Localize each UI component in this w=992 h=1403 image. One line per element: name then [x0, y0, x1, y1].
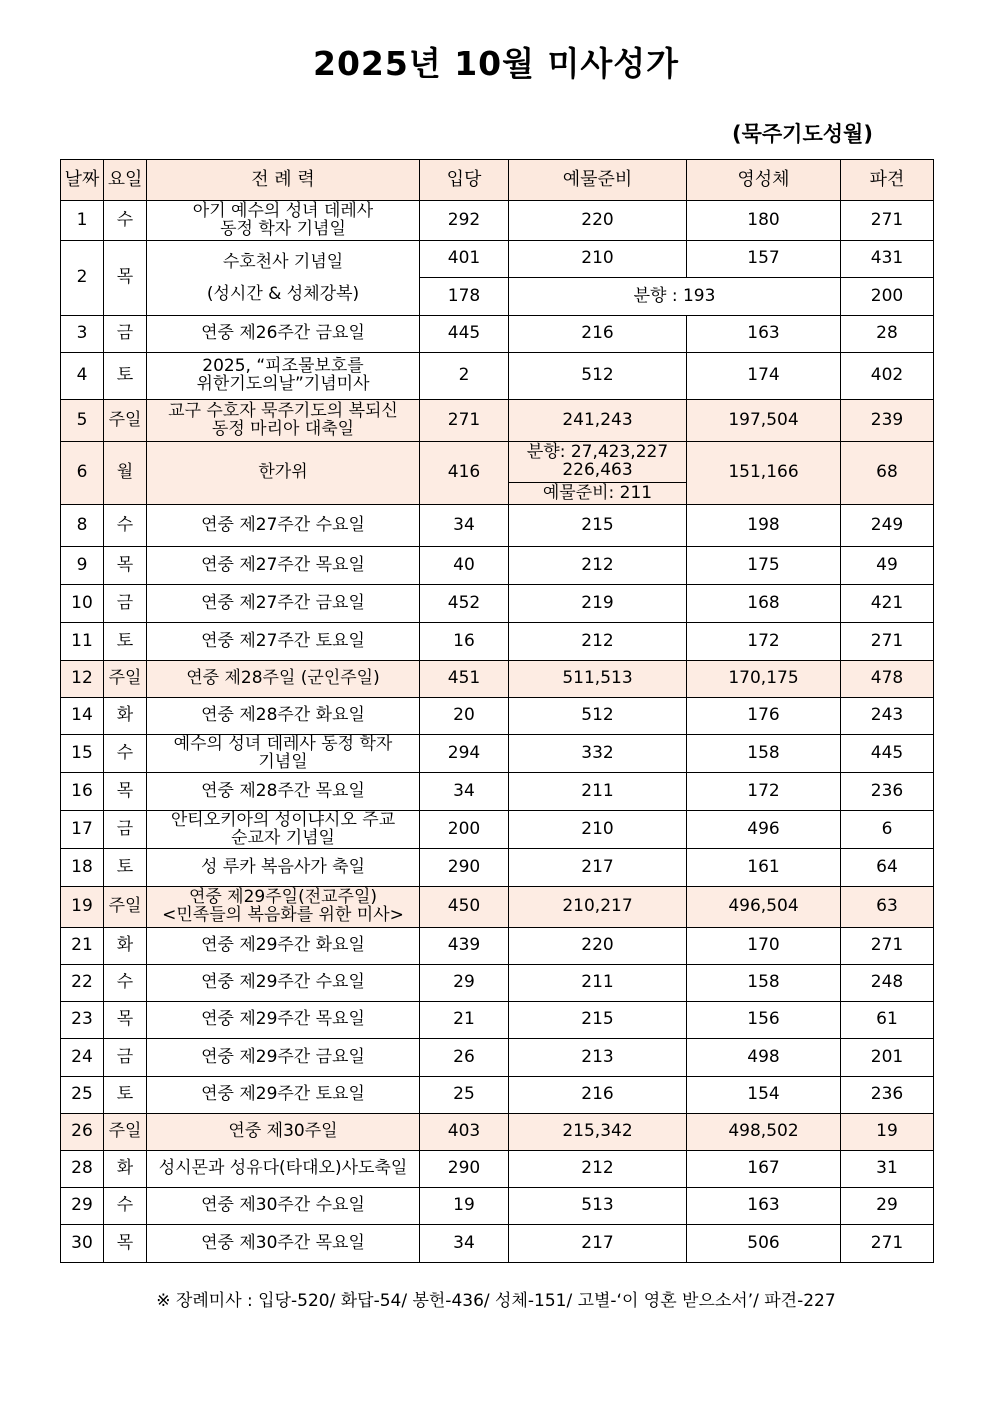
cell-offertory: 212	[509, 547, 687, 585]
cell-entrance: 26	[420, 1039, 509, 1077]
cell-entrance: 19	[420, 1188, 509, 1225]
cell-day: 토	[104, 1077, 147, 1114]
cell-liturgy	[147, 201, 420, 241]
table-row	[61, 698, 934, 735]
cell-offertory: 241,243	[509, 400, 687, 442]
liturgy-line: 연중 제27주간 금요일	[201, 592, 365, 613]
table-row	[61, 773, 934, 811]
cell-liturgy	[147, 735, 420, 773]
cell-day: 수	[104, 965, 147, 1002]
cell-day: 금	[104, 1039, 147, 1077]
table-row	[61, 623, 934, 661]
cell-entrance: 16	[420, 623, 509, 661]
cell-offertory: 211	[509, 965, 687, 1002]
cell-offertory: 219	[509, 585, 687, 623]
cell-dismissal: 402	[841, 353, 934, 400]
cell-dismissal: 421	[841, 585, 934, 623]
cell-offertory: 212	[509, 623, 687, 661]
cell-liturgy	[147, 547, 420, 585]
liturgy-line: 교구 수호자 묵주기도의 복되신	[168, 400, 398, 421]
cell-dismissal: 271	[841, 623, 934, 661]
cell-dismissal: 63	[841, 887, 934, 928]
liturgy-line: 연중 제29주일(전교주일)	[188, 887, 378, 908]
cell-dismissal: 271	[841, 928, 934, 965]
cell-entrance: 445	[420, 316, 509, 353]
cell-day: 금	[104, 585, 147, 623]
cell-date: 19	[61, 887, 104, 928]
cell-day: 주일	[104, 1114, 147, 1151]
table-row	[61, 547, 934, 585]
cell-offertory: 210	[509, 811, 687, 849]
cell-day: 화	[104, 1151, 147, 1188]
cell-dismissal: 61	[841, 1002, 934, 1039]
cell-date: 29	[61, 1188, 104, 1225]
table-row	[61, 585, 934, 623]
cell-liturgy	[147, 965, 420, 1002]
cell-date: 18	[61, 849, 104, 887]
cell-communion: 176	[687, 698, 841, 735]
liturgy-line: 기념일	[258, 751, 308, 772]
liturgy-line: (성시간 & 성체강복)	[206, 284, 360, 304]
cell-day: 목	[104, 547, 147, 585]
liturgy-line: 연중 제30주일	[228, 1121, 338, 1142]
table-row	[61, 353, 934, 400]
cell-communion: 498	[687, 1039, 841, 1077]
cell-communion: 163	[687, 1188, 841, 1225]
cell-dismissal: 431	[841, 241, 934, 278]
table-row	[61, 442, 934, 483]
cell-date: 16	[61, 773, 104, 811]
cell-dismissal: 478	[841, 661, 934, 698]
liturgy-line: 연중 제29주간 화요일	[201, 935, 365, 956]
liturgy-line: 성 루카 복음사가 축일	[200, 856, 365, 877]
table-row	[61, 1114, 934, 1151]
cell-day: 토	[104, 849, 147, 887]
cell-day: 주일	[104, 400, 147, 442]
cell-dismissal: 6	[841, 811, 934, 849]
footnote: ※ 장례미사 : 입당-520/ 화답-54/ 봉헌-436/ 성체-151/ 고별-‘이 영혼 받으소서’/ 파견-227	[156, 1291, 836, 1311]
cell-entrance: 439	[420, 928, 509, 965]
cell-date: 3	[61, 316, 104, 353]
cell-date: 2	[61, 241, 104, 316]
cell-day: 수	[104, 201, 147, 241]
cell-entrance: 34	[420, 773, 509, 811]
table-row	[61, 1077, 934, 1114]
cell-dismissal: 249	[841, 505, 934, 547]
table-row	[61, 1225, 934, 1263]
cell-day: 토	[104, 353, 147, 400]
cell-communion: 175	[687, 547, 841, 585]
cell-liturgy	[147, 1077, 420, 1114]
liturgy-line: 연중 제30주간 목요일	[201, 1232, 365, 1253]
cell-offertory: 512	[509, 698, 687, 735]
cell-communion: 496	[687, 811, 841, 849]
cell-communion: 506	[687, 1225, 841, 1263]
liturgy-line: 2025, “피조물보호를	[202, 356, 364, 377]
cell-entrance: 34	[420, 505, 509, 547]
table-row	[61, 661, 934, 698]
header-dismissal: 파견	[841, 160, 934, 201]
liturgy-line: 연중 제27주간 수요일	[201, 514, 365, 535]
cell-communion: 167	[687, 1151, 841, 1188]
cell-communion: 151,166	[687, 442, 841, 505]
cell-communion: 154	[687, 1077, 841, 1114]
cell-date: 12	[61, 661, 104, 698]
cell-dismissal: 445	[841, 735, 934, 773]
cell-entrance: 178	[420, 278, 509, 316]
cell-communion: 180	[687, 201, 841, 241]
table-row	[61, 811, 934, 849]
cell-offertory: 215,342	[509, 1114, 687, 1151]
cell-entrance: 294	[420, 735, 509, 773]
cell-date: 28	[61, 1151, 104, 1188]
table-row	[61, 1039, 934, 1077]
table-row	[61, 965, 934, 1002]
cell-date: 24	[61, 1039, 104, 1077]
cell-liturgy	[147, 773, 420, 811]
cell-offertory: 512	[509, 353, 687, 400]
liturgy-line: 연중 제28주간 화요일	[201, 705, 365, 726]
cell-day: 수	[104, 505, 147, 547]
cell-day: 월	[104, 442, 147, 505]
cell-communion: 170,175	[687, 661, 841, 698]
cell-communion: 496,504	[687, 887, 841, 928]
cell-date: 23	[61, 1002, 104, 1039]
cell-entrance: 290	[420, 1151, 509, 1188]
cell-offertory: 220	[509, 928, 687, 965]
header-date: 날짜	[61, 160, 104, 201]
liturgy-line: 연중 제29주간 토요일	[201, 1084, 365, 1105]
liturgy-line: 순교자 기념일	[231, 827, 335, 848]
cell-offertory: 예물준비: 211	[509, 483, 687, 505]
cell-dismissal: 200	[841, 278, 934, 316]
header-entrance: 입당	[420, 160, 509, 201]
table-row	[61, 316, 934, 353]
cell-dismissal: 236	[841, 1077, 934, 1114]
cell-date: 14	[61, 698, 104, 735]
cell-day: 화	[104, 928, 147, 965]
cell-date: 4	[61, 353, 104, 400]
table-row	[61, 928, 934, 965]
table-row	[61, 849, 934, 887]
cell-date: 10	[61, 585, 104, 623]
cell-liturgy	[147, 1114, 420, 1151]
header-liturgy: 전 례 력	[147, 160, 420, 201]
cell-date: 26	[61, 1114, 104, 1151]
cell-communion: 156	[687, 1002, 841, 1039]
cell-date: 30	[61, 1225, 104, 1263]
cell-liturgy: 연중 제26주간 금요일	[147, 316, 420, 353]
cell-liturgy	[147, 1039, 420, 1077]
liturgy-line: 동정 마리아 대축일	[211, 418, 355, 439]
cell-liturgy	[147, 585, 420, 623]
cell-dismissal: 271	[841, 201, 934, 241]
page-subtitle: (묵주기도성월)	[732, 122, 873, 146]
liturgy-line: <민족들의 복음화를 위한 미사>	[162, 905, 404, 925]
cell-liturgy	[147, 887, 420, 928]
cell-communion: 158	[687, 735, 841, 773]
cell-entrance: 403	[420, 1114, 509, 1151]
cell-liturgy	[147, 1188, 420, 1225]
cell-offertory: 215	[509, 1002, 687, 1039]
table-row	[61, 1188, 934, 1225]
cell-liturgy	[147, 1225, 420, 1263]
cell-entrance: 290	[420, 849, 509, 887]
header-offertory: 예물준비	[509, 160, 687, 201]
cell-dismissal: 49	[841, 547, 934, 585]
cell-incense: 분향 : 193	[509, 278, 841, 316]
cell-offertory: 217	[509, 1225, 687, 1263]
cell-entrance: 20	[420, 698, 509, 735]
liturgy-line: 연중 제27주간 목요일	[201, 554, 365, 575]
cell-dismissal: 271	[841, 1225, 934, 1263]
cell-communion: 163	[687, 316, 841, 353]
cell-offertory: 220	[509, 201, 687, 241]
cell-communion: 172	[687, 623, 841, 661]
cell-liturgy	[147, 661, 420, 698]
cell-dismissal: 29	[841, 1188, 934, 1225]
cell-liturgy	[147, 698, 420, 735]
cell-communion: 197,504	[687, 400, 841, 442]
cell-liturgy	[147, 241, 420, 316]
cell-date: 17	[61, 811, 104, 849]
cell-entrance: 271	[420, 400, 509, 442]
cell-entrance: 452	[420, 585, 509, 623]
table-row	[61, 1151, 934, 1188]
cell-entrance: 2	[420, 353, 509, 400]
liturgy-line: 연중 제30주간 수요일	[201, 1195, 365, 1216]
cell-entrance: 25	[420, 1077, 509, 1114]
cell-offertory: 332	[509, 735, 687, 773]
cell-communion: 174	[687, 353, 841, 400]
table-row	[61, 1002, 934, 1039]
hymn-table	[60, 159, 934, 1263]
cell-liturgy	[147, 928, 420, 965]
cell-communion: 172	[687, 773, 841, 811]
cell-day: 금	[104, 811, 147, 849]
table-header	[61, 160, 934, 201]
cell-communion: 198	[687, 505, 841, 547]
cell-dismissal: 239	[841, 400, 934, 442]
cell-offertory: 212	[509, 1151, 687, 1188]
cell-day: 토	[104, 623, 147, 661]
cell-offertory: 211	[509, 773, 687, 811]
cell-dismissal: 28	[841, 316, 934, 353]
cell-dismissal: 68	[841, 442, 934, 505]
liturgy-line: 아기 예수의 성녀 데레사	[192, 200, 374, 221]
cell-day: 목	[104, 1002, 147, 1039]
cell-entrance: 40	[420, 547, 509, 585]
liturgy-line: 동정 학자 기념일	[220, 218, 346, 239]
cell-date: 9	[61, 547, 104, 585]
cell-liturgy	[147, 1002, 420, 1039]
cell-offertory: 216	[509, 316, 687, 353]
cell-entrance: 200	[420, 811, 509, 849]
liturgy-line: 성시몬과 성유다(타대오)사도축일	[158, 1158, 408, 1179]
cell-date: 8	[61, 505, 104, 547]
cell-dismissal: 248	[841, 965, 934, 1002]
cell-entrance: 292	[420, 201, 509, 241]
table-row	[61, 400, 934, 442]
liturgy-line: 예수의 성녀 데레사 동정 학자	[173, 733, 393, 754]
cell-day: 화	[104, 698, 147, 735]
cell-dismissal: 64	[841, 849, 934, 887]
cell-date: 5	[61, 400, 104, 442]
cell-day: 주일	[104, 887, 147, 928]
cell-offertory: 511,513	[509, 661, 687, 698]
cell-liturgy	[147, 505, 420, 547]
cell-offertory: 213	[509, 1039, 687, 1077]
cell-liturgy: 한가위	[147, 442, 420, 505]
cell-entrance: 401	[420, 241, 509, 278]
cell-entrance: 451	[420, 661, 509, 698]
cell-date: 11	[61, 623, 104, 661]
liturgy-line: 연중 제29주간 목요일	[201, 1009, 365, 1030]
cell-date: 6	[61, 442, 104, 505]
cell-entrance: 450	[420, 887, 509, 928]
cell-day: 수	[104, 735, 147, 773]
table-row	[61, 201, 934, 241]
cell-offertory: 210,217	[509, 887, 687, 928]
cell-day: 목	[104, 773, 147, 811]
incense-line: 226,463	[562, 460, 633, 480]
cell-date: 22	[61, 965, 104, 1002]
cell-day: 수	[104, 1188, 147, 1225]
cell-date: 15	[61, 735, 104, 773]
cell-offertory: 210	[509, 241, 687, 278]
liturgy-line: 수호천사 기념일	[222, 251, 344, 272]
cell-offertory: 215	[509, 505, 687, 547]
cell-liturgy	[147, 400, 420, 442]
cell-liturgy	[147, 353, 420, 400]
cell-liturgy	[147, 811, 420, 849]
cell-dismissal: 31	[841, 1151, 934, 1188]
liturgy-line: 연중 제27주간 토요일	[201, 630, 365, 651]
liturgy-line: 연중 제28주일 (군인주일)	[186, 668, 380, 689]
cell-liturgy	[147, 1151, 420, 1188]
table-row	[61, 887, 934, 928]
incense-line: 분향: 27,423,227	[526, 442, 669, 463]
cell-offertory: 217	[509, 849, 687, 887]
cell-day: 금	[104, 316, 147, 353]
liturgy-line: 연중 제28주간 목요일	[201, 780, 365, 801]
table-row	[61, 505, 934, 547]
cell-communion: 158	[687, 965, 841, 1002]
cell-offertory: 216	[509, 1077, 687, 1114]
cell-dismissal: 236	[841, 773, 934, 811]
cell-day: 주일	[104, 661, 147, 698]
header-communion: 영성체	[687, 160, 841, 201]
cell-entrance: 34	[420, 1225, 509, 1263]
page-title: 2025년 10월 미사성가	[312, 44, 679, 83]
cell-dismissal: 243	[841, 698, 934, 735]
liturgy-line: 연중 제29주간 금요일	[201, 1046, 365, 1067]
cell-dismissal: 19	[841, 1114, 934, 1151]
cell-entrance: 29	[420, 965, 509, 1002]
liturgy-line: 위한기도의날”기념미사	[196, 374, 370, 394]
cell-date: 21	[61, 928, 104, 965]
table-row	[61, 735, 934, 773]
table-row	[61, 241, 934, 278]
cell-incense	[509, 442, 687, 483]
cell-date: 25	[61, 1077, 104, 1114]
cell-entrance: 416	[420, 442, 509, 505]
liturgy-line: 연중 제29주간 수요일	[201, 972, 365, 993]
cell-communion: 170	[687, 928, 841, 965]
cell-day: 목	[104, 1225, 147, 1263]
cell-communion: 161	[687, 849, 841, 887]
cell-communion: 498,502	[687, 1114, 841, 1151]
header-day: 요일	[104, 160, 147, 201]
cell-date: 1	[61, 201, 104, 241]
cell-liturgy	[147, 623, 420, 661]
cell-offertory: 513	[509, 1188, 687, 1225]
cell-communion: 168	[687, 585, 841, 623]
cell-dismissal: 201	[841, 1039, 934, 1077]
cell-day: 목	[104, 241, 147, 316]
cell-liturgy	[147, 849, 420, 887]
liturgy-line: 안티오키아의 성이냐시오 주교	[170, 809, 396, 830]
cell-communion: 157	[687, 241, 841, 278]
cell-entrance: 21	[420, 1002, 509, 1039]
